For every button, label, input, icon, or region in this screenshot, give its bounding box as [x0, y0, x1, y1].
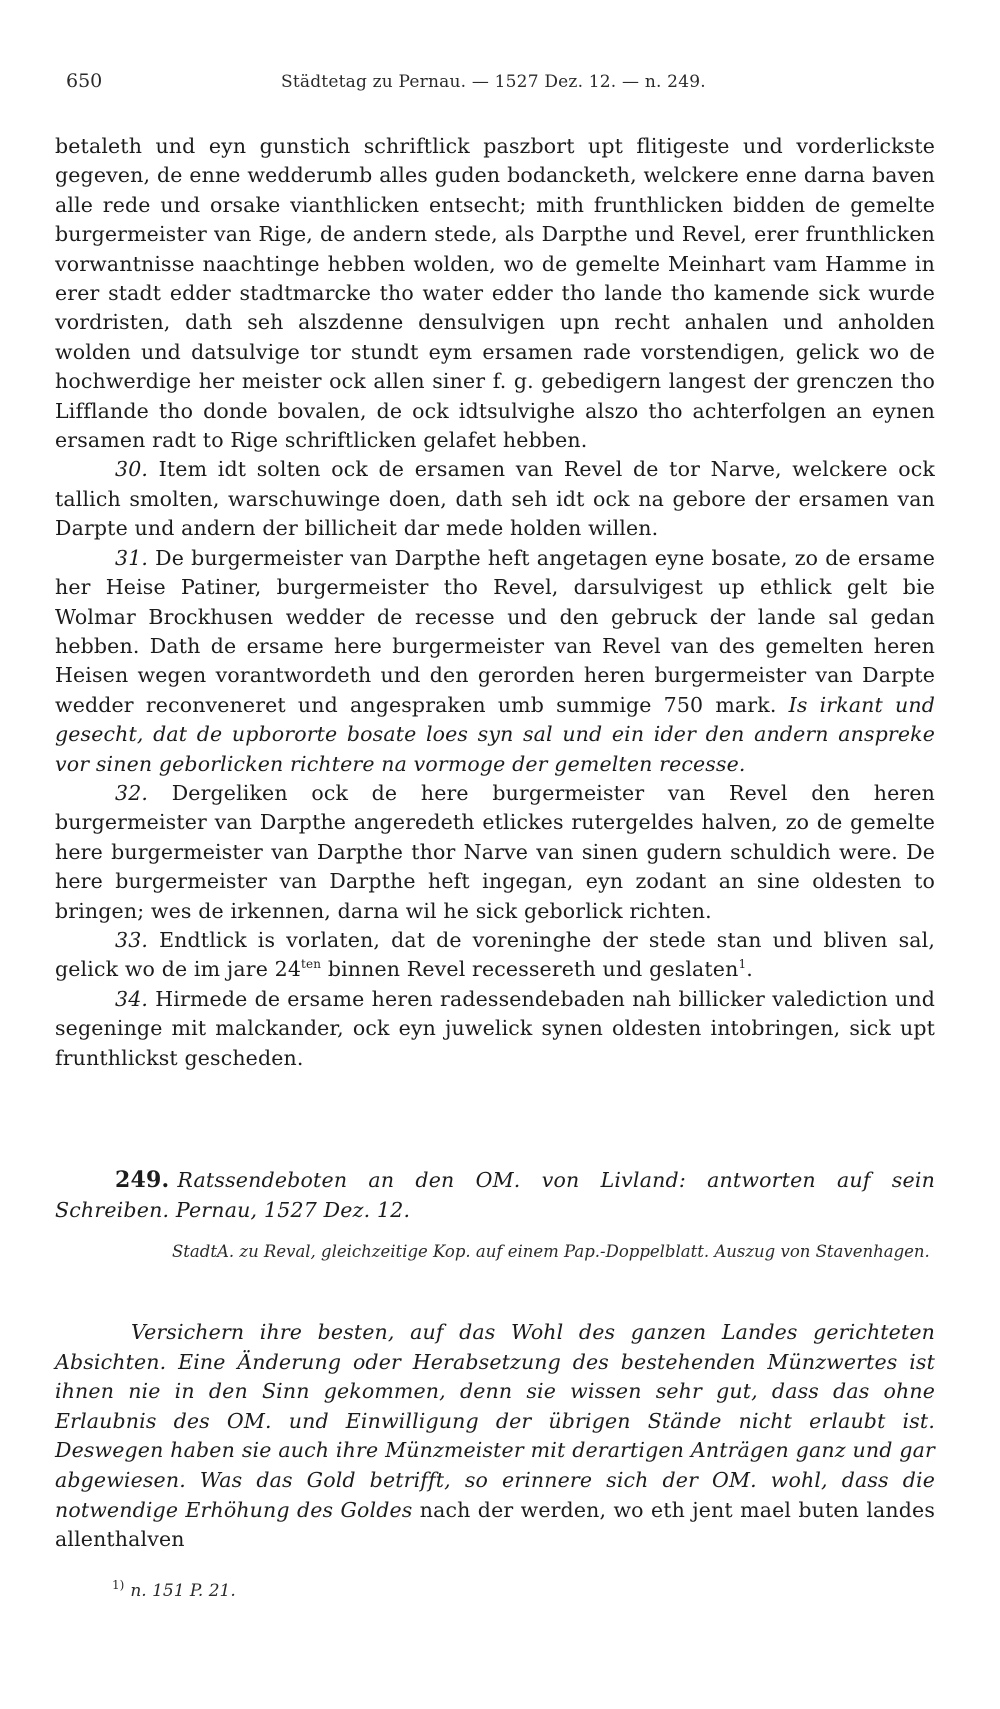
paragraph-32-text: Dergeliken ock de here burgermeister van Revel den heren burgermeister van Darpthe angeredeth etlickes rutergeldes halven, zo de gemelte here burgermeister van Darpthe thor Narve van sinen gudern schuldich were. De here burgermeister van Darpthe heft ingegan, eyn zodant an sine oldesten to bringen; wes de irkennen, darna wil he sick geborlick richten. — [55, 780, 935, 923]
document-abstract — [55, 1318, 935, 1555]
section-number-32: 32. — [115, 780, 149, 805]
footnote-text: n. 151 P. 21. — [130, 1580, 236, 1601]
paragraph-33-text-c: . — [746, 957, 753, 982]
paragraph-30 — [55, 455, 935, 543]
paragraph-34-text: Hirmede de ersame heren radessendebaden nah billicker valediction und segeninge mit malckander, ock eyn juwelick synen oldesten intobringen, sick upt frunthlickst gescheden. — [55, 986, 936, 1070]
source-note: StadtA. zu Reval, gleichzeitige Kop. auf einem Pap.-Doppelblatt. Auszug von Stavenhagen. — [172, 1242, 930, 1261]
paragraph-33 — [55, 926, 935, 985]
document-heading — [55, 1166, 935, 1225]
abstract-quoted-text: nach der werden, wo eth jent mael buten landes allenthalven — [55, 1497, 935, 1552]
paragraph-intro: betaleth und eyn gunstich schriftlick paszbort upt flitigeste und vorderlickste gegeven, de enne wedderumb alles guden bodancketh, welckere enne darna baven alle rede und orsake vianthlicken entsecht; mith frunthlicken bidden de gemelte burgermeister van Rige, de andern stede, als Darpthe und Revel, erer frunthlicken vorwantnisse naachtinge hebben wolden, wo de gemelte Meinhart vam Hamme in erer stadt edder stadtmarcke tho water edder tho lande tho kamende sick wurde vordristen, dath seh alszdenne densulvigen upn recht anhalen und anholden wolden und datsulvige tor stundt eym ersamen rade vorstendigen, gelick wo de hochwerdige her meister ock allen siner f. g. gebedigern langest der grenczen tho Lifflande tho donde bovalen, de ock idtsulvighe alszo tho achterfolgen an eynen ersamen radt to Rige schriftlicken gelafet hebben. — [55, 134, 935, 453]
section-number-34: 34. — [115, 986, 149, 1011]
paragraph-34 — [55, 985, 935, 1073]
paragraph-33-text-b: binnen Revel recessereth und geslaten — [321, 957, 739, 982]
document-title: Ratssendeboten an den OM. von Livland: antworten auf sein Schreiben. Pernau, 1527 Dez. 12. — [55, 1168, 935, 1222]
section-number-31: 31. — [115, 545, 149, 570]
document-number: 249. — [115, 1167, 170, 1193]
footnote-reference: 1 — [738, 957, 747, 972]
running-head — [66, 70, 946, 100]
running-head-title: Städtetag zu Pernau. — 1527 Dez. 12. — n. 249. — [281, 72, 706, 92]
paragraph-31-italic: Is irkant und gesecht, dat de upbororte bosate loes syn sal und ein ider den andern anspreke vor sinen geborlicken richtere na vormoge der gemelten recesse. — [55, 692, 935, 776]
paragraph-30-text: Item idt solten ock de ersamen van Revel de tor Narve, welckere ock tallich smolten, warschuwinge doen, dath seh idt ock na gebore der ersamen van Darpte und andern der billicheit dar mede holden willen. — [55, 457, 935, 541]
superscript-ten: ten — [301, 957, 322, 972]
footnote-mark: 1) — [112, 1578, 125, 1592]
recess-text — [55, 132, 935, 1073]
abstract-paragraph — [55, 1318, 935, 1555]
section-number-30: 30. — [115, 457, 149, 482]
abstract-italic-text: Versichern ihre besten, auf das Wohl des ganzen Landes gerichteten Absichten. Eine Änderung oder Herabsetzung des bestehenden Münzwertes ist ihnen nie in den Sinn gekommen, denn sie wissen sehr gut, dass das ohne Erlaubnis des OM. und Einwilligung der übrigen Stände nicht erlaubt ist. Deswegen haben sie auch ihre Münzmeister mit derartigen Anträgen ganz und gar abgewiesen. Was das Gold betrifft, so erinnere sich der OM. wohl, dass die notwendige Erhöhung des Goldes — [55, 1320, 935, 1522]
page-number: 650 — [66, 70, 103, 92]
footnote — [112, 1578, 236, 1601]
paragraph-31-text: De burgermeister van Darpthe heft angetagen eyne bosate, zo de ersame her Heise Patiner, burgermeister tho Revel, darsulvigest up ethlick gelt bie Wolmar Brockhusen wedder de recesse und den gebruck der lande sal gedan hebben. Dath de ersame here burgermeister van Revel van des gemelten heren Heisen wegen vorantwordeth und den gerorden heren burgermeister van Darpte wedder reconveneret und angespraken umb summige 750 mark. — [55, 545, 935, 717]
paragraph-33-text-a: Endtlick is vorlaten, dat de voreninghe der stede stan und bliven sal, gelick wo de im jare 24 — [55, 927, 935, 982]
section-number-33: 33. — [115, 927, 149, 952]
paragraph-31 — [55, 544, 935, 779]
paragraph-32 — [55, 779, 935, 926]
